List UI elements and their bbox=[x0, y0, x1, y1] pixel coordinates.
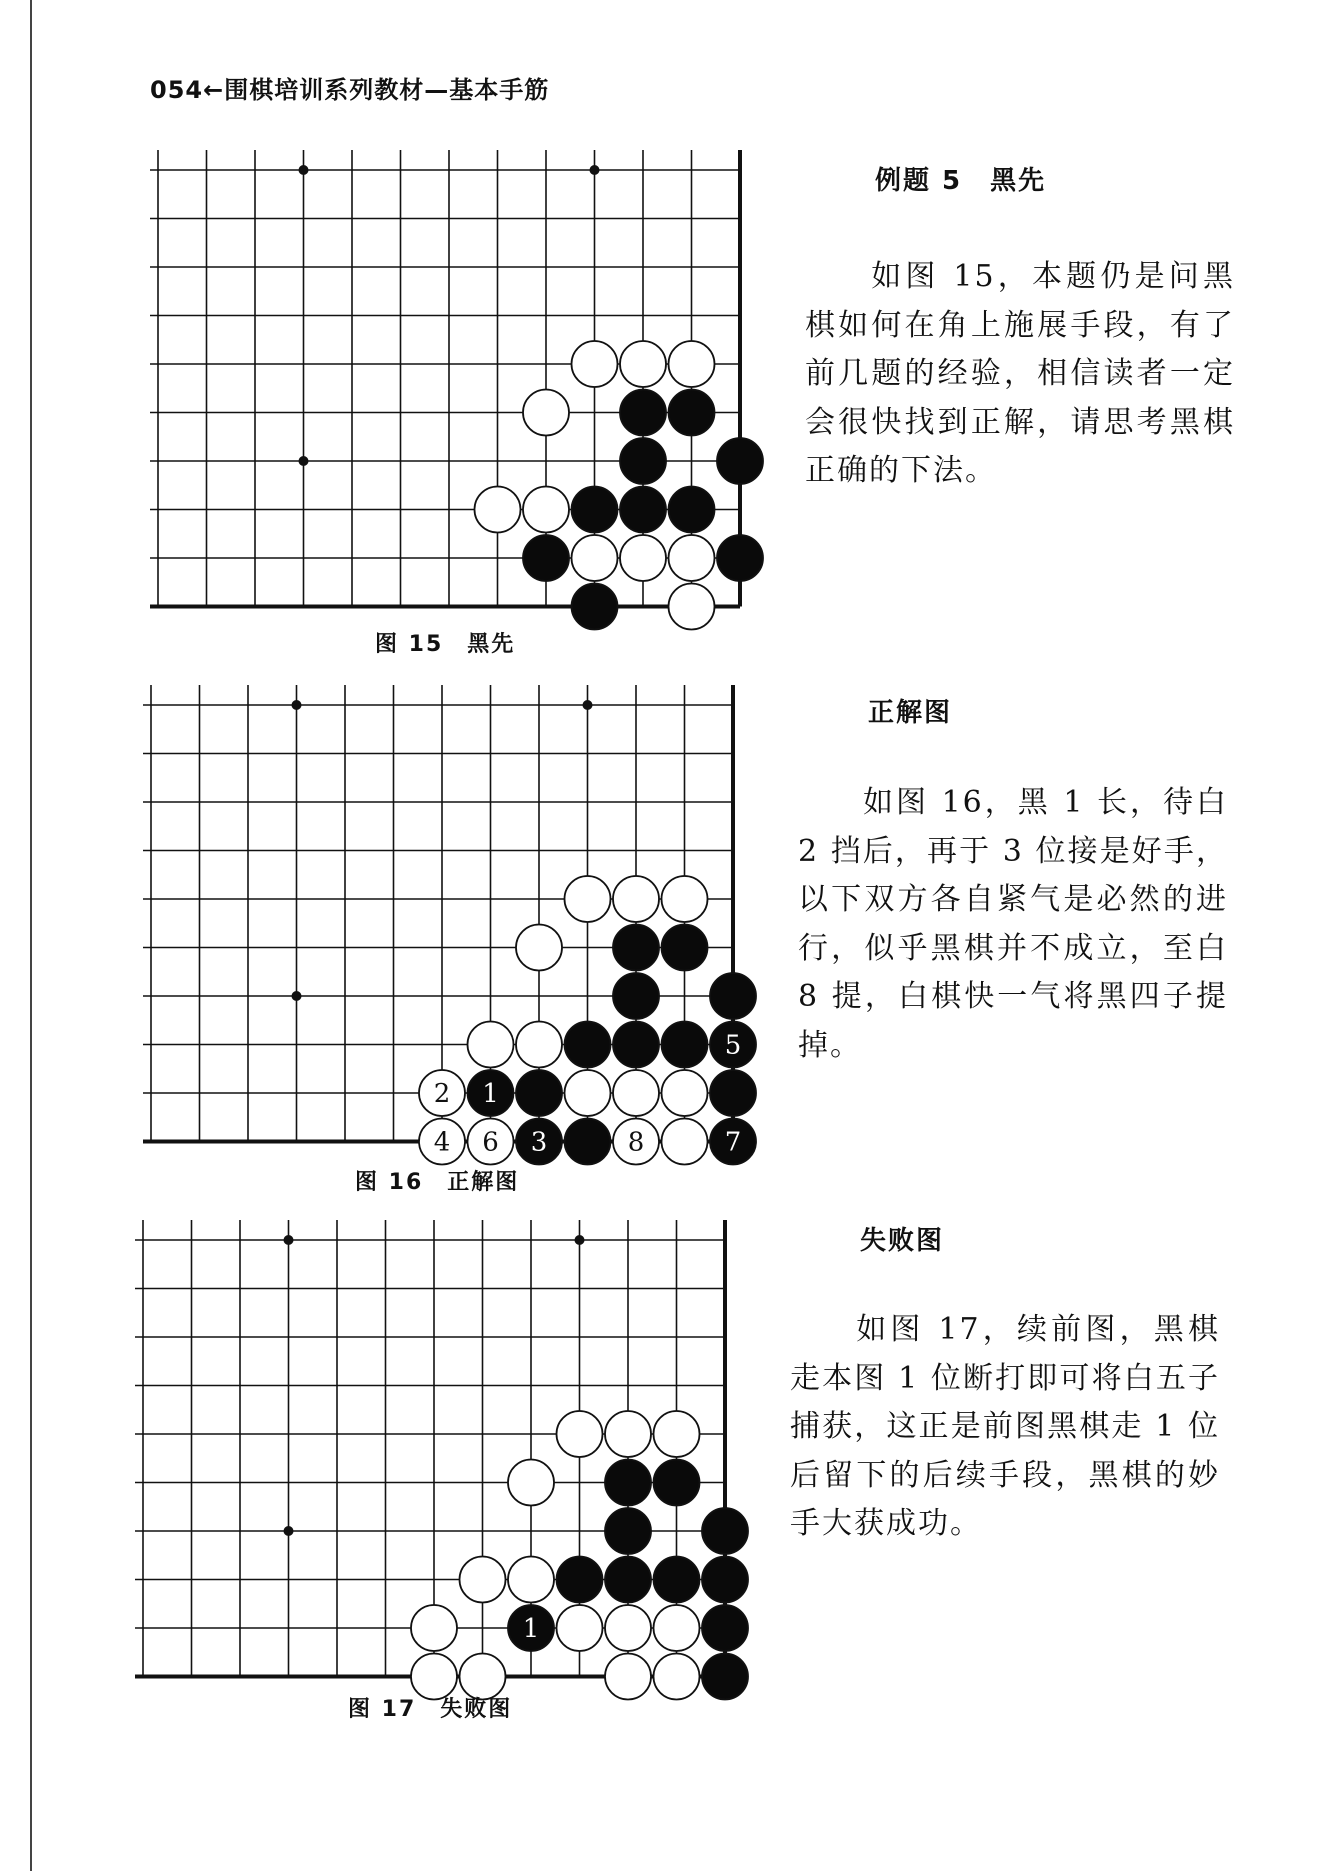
board-svg bbox=[143, 685, 783, 1165]
black-stone bbox=[605, 1557, 651, 1603]
white-stone bbox=[620, 535, 666, 581]
white-stone bbox=[523, 487, 569, 533]
stone-disc bbox=[613, 1022, 659, 1068]
black-stone bbox=[669, 487, 715, 533]
stone-disc bbox=[460, 1557, 506, 1603]
stone-disc bbox=[523, 487, 569, 533]
stone-disc bbox=[516, 1070, 562, 1116]
paragraph-text: 如图 15，本题仍是问黑棋如何在角上施展手段，有了前几题的经验，相信读者一定会很快找到正解，请思考黑棋正确的下法。 bbox=[805, 259, 1235, 488]
black-stone bbox=[702, 1654, 748, 1700]
white-stone bbox=[557, 1605, 603, 1651]
move-number: 1 bbox=[522, 1614, 540, 1644]
stone-disc bbox=[669, 487, 715, 533]
stone-disc bbox=[620, 535, 666, 581]
black-stone bbox=[669, 390, 715, 436]
white-stone bbox=[468, 1119, 514, 1165]
white-stone bbox=[572, 341, 618, 387]
stone-disc bbox=[516, 1022, 562, 1068]
stone-disc bbox=[516, 925, 562, 971]
page-left-border bbox=[30, 0, 32, 1871]
black-stone bbox=[710, 1022, 756, 1068]
white-stone bbox=[557, 1411, 603, 1457]
black-stone bbox=[508, 1605, 554, 1651]
star-point bbox=[292, 991, 302, 1001]
stone-disc bbox=[508, 1460, 554, 1506]
black-stone bbox=[516, 1119, 562, 1165]
stone-disc bbox=[710, 973, 756, 1019]
stone-disc bbox=[605, 1411, 651, 1457]
move-number: 7 bbox=[724, 1127, 742, 1158]
go-board-figure-17 bbox=[135, 1220, 775, 1700]
stone-disc bbox=[557, 1411, 603, 1457]
stone-disc bbox=[654, 1605, 700, 1651]
stone-disc bbox=[605, 1508, 651, 1554]
white-stone bbox=[669, 535, 715, 581]
black-stone bbox=[516, 1070, 562, 1116]
black-stone bbox=[717, 535, 763, 581]
black-stone bbox=[702, 1508, 748, 1554]
white-stone bbox=[475, 487, 521, 533]
white-stone bbox=[460, 1557, 506, 1603]
stone-disc bbox=[523, 535, 569, 581]
black-stone bbox=[662, 1022, 708, 1068]
figure-caption-15: 图 15 黑先 bbox=[375, 632, 516, 657]
white-stone bbox=[605, 1411, 651, 1457]
stone-disc bbox=[605, 1605, 651, 1651]
star-point bbox=[590, 165, 600, 175]
black-stone bbox=[710, 1070, 756, 1116]
stone-disc bbox=[605, 1460, 651, 1506]
stone-disc bbox=[468, 1022, 514, 1068]
stone-disc bbox=[620, 341, 666, 387]
stone-disc bbox=[523, 390, 569, 436]
white-stone bbox=[605, 1654, 651, 1700]
stone-disc bbox=[669, 535, 715, 581]
stone-disc bbox=[654, 1557, 700, 1603]
paragraph-failure bbox=[790, 1306, 1220, 1549]
black-stone bbox=[613, 925, 659, 971]
white-stone bbox=[620, 341, 666, 387]
stone-disc bbox=[620, 438, 666, 484]
black-stone bbox=[717, 438, 763, 484]
stone-disc bbox=[605, 1654, 651, 1700]
white-stone bbox=[572, 535, 618, 581]
stone-disc bbox=[654, 1654, 700, 1700]
stone-disc bbox=[654, 1460, 700, 1506]
white-stone bbox=[419, 1119, 465, 1165]
black-stone bbox=[702, 1557, 748, 1603]
move-number: 3 bbox=[530, 1127, 548, 1158]
stone-disc bbox=[702, 1508, 748, 1554]
black-stone bbox=[523, 535, 569, 581]
page-number: 054 bbox=[150, 76, 204, 104]
black-stone bbox=[702, 1605, 748, 1651]
stone-disc bbox=[613, 876, 659, 922]
stone-disc bbox=[565, 876, 611, 922]
star-point bbox=[583, 700, 593, 710]
star-point bbox=[284, 1526, 294, 1536]
stone-disc bbox=[475, 487, 521, 533]
white-stone bbox=[654, 1411, 700, 1457]
star-point bbox=[575, 1235, 585, 1245]
stone-disc bbox=[620, 390, 666, 436]
stone-disc bbox=[557, 1605, 603, 1651]
go-board-figure-15 bbox=[150, 150, 790, 630]
white-stone bbox=[508, 1557, 554, 1603]
move-number: 6 bbox=[482, 1127, 499, 1158]
stone-disc bbox=[572, 487, 618, 533]
go-board-figure-16 bbox=[143, 685, 783, 1165]
black-stone bbox=[613, 1022, 659, 1068]
star-point bbox=[299, 456, 309, 466]
white-stone bbox=[613, 876, 659, 922]
black-stone bbox=[654, 1557, 700, 1603]
white-stone bbox=[654, 1654, 700, 1700]
stone-disc bbox=[620, 487, 666, 533]
paragraph-example-5 bbox=[805, 253, 1235, 496]
stone-disc bbox=[717, 438, 763, 484]
white-stone bbox=[662, 876, 708, 922]
black-stone bbox=[605, 1460, 651, 1506]
star-point bbox=[284, 1235, 294, 1245]
black-stone bbox=[654, 1460, 700, 1506]
move-number: 8 bbox=[627, 1127, 645, 1158]
stone-disc bbox=[572, 535, 618, 581]
move-number: 2 bbox=[433, 1079, 451, 1109]
running-header bbox=[150, 70, 549, 105]
stone-disc bbox=[669, 341, 715, 387]
white-stone bbox=[669, 584, 715, 630]
stone-disc bbox=[702, 1654, 748, 1700]
star-point bbox=[292, 700, 302, 710]
white-stone bbox=[605, 1605, 651, 1651]
stone-disc bbox=[572, 584, 618, 630]
paragraph-text: 如图 16，黑 1 长，待白 2 挡后，再于 3 位接是好手，以下双方各自紧气是必然的进行，似乎黑棋并不成立，至白 8 提，白棋快一气将黑四子提掉。 bbox=[798, 785, 1228, 1063]
black-stone bbox=[572, 487, 618, 533]
white-stone bbox=[654, 1605, 700, 1651]
series-title: 围棋培训系列教材—基本手筋 bbox=[224, 76, 550, 104]
stone-disc bbox=[654, 1411, 700, 1457]
stone-disc bbox=[557, 1557, 603, 1603]
white-stone bbox=[516, 925, 562, 971]
stone-disc bbox=[613, 1070, 659, 1116]
black-stone bbox=[565, 1119, 611, 1165]
white-stone bbox=[613, 1070, 659, 1116]
white-stone bbox=[565, 1070, 611, 1116]
white-stone bbox=[613, 1119, 659, 1165]
stone-disc bbox=[702, 1557, 748, 1603]
black-stone bbox=[605, 1508, 651, 1554]
stone-disc bbox=[662, 1070, 708, 1116]
board-svg bbox=[135, 1220, 775, 1700]
white-stone bbox=[508, 1460, 554, 1506]
black-stone bbox=[468, 1070, 514, 1116]
move-number: 4 bbox=[433, 1127, 451, 1158]
move-number: 1 bbox=[482, 1079, 499, 1109]
white-stone bbox=[565, 876, 611, 922]
board-svg bbox=[150, 150, 790, 630]
stone-disc bbox=[565, 1070, 611, 1116]
stone-disc bbox=[613, 925, 659, 971]
stone-disc bbox=[565, 1022, 611, 1068]
black-stone bbox=[620, 487, 666, 533]
stone-disc bbox=[710, 1070, 756, 1116]
paragraph-correct bbox=[798, 779, 1228, 1070]
stone-disc bbox=[669, 390, 715, 436]
black-stone bbox=[557, 1557, 603, 1603]
stone-disc bbox=[662, 925, 708, 971]
white-stone bbox=[662, 1070, 708, 1116]
white-stone bbox=[669, 341, 715, 387]
stone-disc bbox=[662, 1119, 708, 1165]
stone-disc bbox=[605, 1557, 651, 1603]
white-stone bbox=[516, 1022, 562, 1068]
paragraph-text: 如图 17，续前图，黑棋走本图 1 位断打即可将白五子捕获，这正是前图黑棋走 1 位后留下的后续手段，黑棋的妙手大获成功。 bbox=[790, 1312, 1220, 1541]
stone-disc bbox=[669, 584, 715, 630]
section-title-failure: 失败图 bbox=[860, 1226, 945, 1256]
white-stone bbox=[523, 390, 569, 436]
stone-disc bbox=[613, 973, 659, 1019]
white-stone bbox=[411, 1605, 457, 1651]
black-stone bbox=[710, 973, 756, 1019]
black-stone bbox=[572, 584, 618, 630]
stone-disc bbox=[662, 1022, 708, 1068]
star-point bbox=[299, 165, 309, 175]
black-stone bbox=[565, 1022, 611, 1068]
black-stone bbox=[662, 925, 708, 971]
stone-disc bbox=[662, 876, 708, 922]
black-stone bbox=[710, 1119, 756, 1165]
section-title-correct: 正解图 bbox=[868, 698, 953, 728]
move-number: 5 bbox=[724, 1030, 742, 1061]
figure-caption-17: 图 17 失败图 bbox=[348, 1697, 513, 1722]
black-stone bbox=[620, 390, 666, 436]
figure-caption-16: 图 16 正解图 bbox=[355, 1170, 520, 1195]
stone-disc bbox=[508, 1557, 554, 1603]
section-title-example-5: 例题 5 黑先 bbox=[875, 166, 1047, 196]
white-stone bbox=[419, 1070, 465, 1116]
white-stone bbox=[468, 1022, 514, 1068]
stone-disc bbox=[565, 1119, 611, 1165]
stone-disc bbox=[572, 341, 618, 387]
stone-disc bbox=[702, 1605, 748, 1651]
white-stone bbox=[662, 1119, 708, 1165]
arrow-icon: ← bbox=[203, 76, 225, 104]
black-stone bbox=[613, 973, 659, 1019]
stone-disc bbox=[717, 535, 763, 581]
stone-disc bbox=[411, 1605, 457, 1651]
black-stone bbox=[620, 438, 666, 484]
